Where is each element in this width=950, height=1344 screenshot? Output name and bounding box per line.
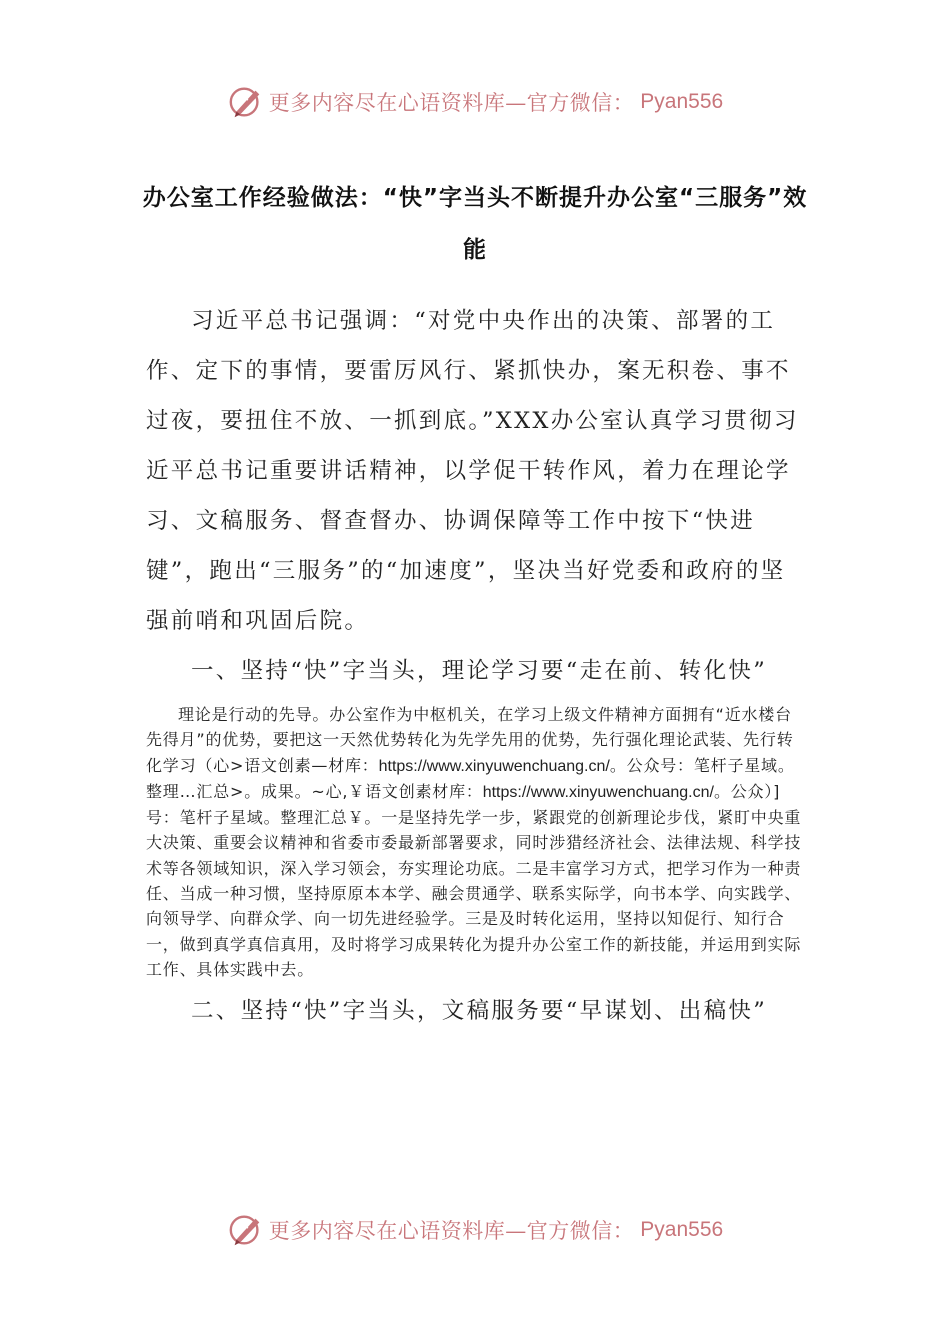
banner-text: 更多内容尽在心语资料库—官方微信： [268,91,635,115]
banner-wechat-id: Pyan556 [640,90,724,113]
banner-text: 更多内容尽在心语资料库—官方微信： [268,1219,635,1243]
section-1-text-c: 。公众）]号：笔杆子星域。整理汇总￥。一是坚持先学一步，紧跟党的创新理论步伐，紧盯中央重大决策、重要会议精神和省委市委最新部署要求，同时涉猎经济社会、法律法规、科学技术等各领域知识，深入学习领会，夯实理论功底。二是丰富学习方式，把学习作为一种责任、当成一种习惯，坚持原原本本学、融会贯通学、联系实际学，向书本学、向实践学、向领导学、向群众学、向一切先进经验学。三是及时转化运用，坚持以知促行、知行合一，做到真学真信真用，及时将学习成果转化为提升办公室工作的新技能，并运用到实际工作、具体实践中去。 [146,781,802,979]
document-title: 办公室工作经验做法：“快”字当头不断提升办公室“三服务”效能 [142,185,808,263]
footer-banner [0,1210,950,1250]
section-1-text-b: 。公众号：笔杆子星域。整理…汇总>。成果。~心,￥语文创素材库： [146,755,795,801]
pen-logo-icon [227,1211,265,1249]
section-1-text-a: 理论是行动的先导。办公室作为中枢机关，在学习上级文件精神方面拥有“近水楼台先得月”的优势，要把这一天然优势转化为先学先用的优势，先行强化理论武装、先行转化学习（心>语文创素—材库： [146,705,794,775]
pen-logo-icon [227,83,265,121]
header-banner [0,82,950,122]
section-1-url-1: https://www.xinyuwenchuang.cn/ [378,757,610,775]
section-1-url-2: https://www.xinyuwenchuang.cn/ [482,783,714,801]
section-heading-1: 一、坚持“快”字当头，理论学习要“走在前、转化快” [191,658,768,684]
section-1-paragraph [146,702,806,982]
section-heading-2: 二、坚持“快”字当头，文稿服务要“早谋划、出稿快” [191,998,768,1025]
document-body [146,296,806,1036]
banner-wechat-id: Pyan556 [640,1218,724,1241]
intro-paragraph: 习近平总书记强调：“对党中央作出的决策、部署的工作、定下的事情，要雷厉风行、紧抓快办，案无积卷、事不过夜，要扭住不放、一抓到底。”XXX办公室认真学习贯彻习近平总书记重要讲话精神，以学促干转作风，着力在理论学习、文稿服务、督查督办、协调保障等工作中按下“快进键”，跑出“三服务”的“加速度”，坚决当好党委和政府的坚强前哨和巩固后院。 [146,308,799,634]
